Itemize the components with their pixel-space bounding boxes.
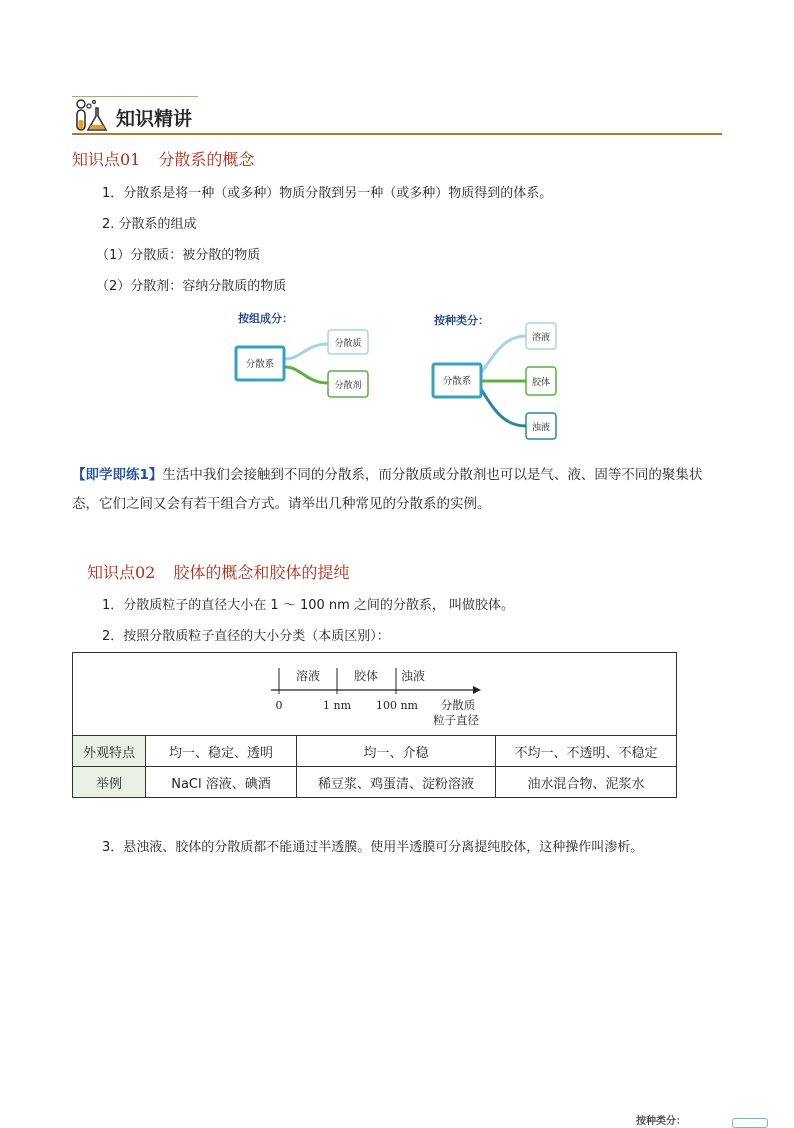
row-header-examples: 举例 [73,767,146,798]
kp2-paragraph-1: 1．分散质粒子的直径大小在 1 ～ 100 nm 之间的分散系， 叫做胶体。 [102,598,515,613]
practice-question [72,461,724,519]
kp2-number: 知识点02 [87,563,156,582]
row-header-appearance: 外观特点 [73,736,146,767]
dispersion-node-label: 分散系 [245,359,275,370]
scale-colloid: 胶体 [353,669,379,683]
suspension-node-label: 浊液 [531,423,551,433]
section-header [72,96,722,136]
footer-fragment: 按种类分： [636,1116,686,1127]
section-title: 知识精讲 [116,108,193,130]
dispersion-type-node-label: 分散系 [442,376,472,387]
table-cell: 稀豆浆、鸡蛋清、淀粉溶液 [297,767,496,798]
kp1-paragraph-2: 2. 分散系的组成 [102,217,197,232]
axis-label-line2: 粒子直径 [433,713,479,727]
table-cell: 油水混合物、泥浆水 [496,767,677,798]
kp2-heading [87,560,349,583]
tick-1nm: 1 nm [322,699,352,712]
composition-diagram [226,305,376,405]
table-cell: NaCl 溶液、碘酒 [146,767,297,798]
particle-size-scale [73,654,673,734]
kp2-title: 胶体的概念和胶体的提纯 [173,563,350,582]
scale-solution: 溶液 [295,669,321,683]
branch-line-suspension [481,389,526,426]
scale-row [73,653,677,736]
table-cell: 不均一、不透明、不稳定 [496,736,677,767]
table-cell: 均一、稳定、透明 [146,736,297,767]
solute-node-label: 分散质 [334,339,362,349]
branch-line-solute [285,344,328,359]
type-diagram [424,305,564,445]
branch-line-solvent [285,367,328,383]
kp1-paragraph-4: （2）分散剂：容纳分散质的物质 [96,279,287,294]
classification-table [72,652,677,798]
footer-node-fragment [732,1118,768,1128]
header-rule [72,133,722,135]
tick-100nm: 100 nm [375,699,419,712]
header-top-line [72,96,198,97]
practice-tag: 【即学即练1】 [72,467,163,483]
scale-suspension: 浊液 [400,669,426,683]
scale-cell [73,653,677,736]
kp2-paragraph-2: 2．按照分散质粒子直径的大小分类（本质区别）： [102,629,390,644]
practice-text: 生活中我们会接触到不同的分散系，而分散质或分散剂也可以是气、液、固等不同的聚集状态，它们之间又会有若干组合方式。请举出几种常见的分散系的实例。 [72,467,703,512]
branch-line-solution [481,336,526,373]
kp1-number: 知识点01 [72,150,141,169]
solvent-node-label: 分散剂 [334,381,362,391]
composition-label: 按组成分： [238,312,293,325]
table-cell: 均一、介稳 [297,736,496,767]
table-row [73,767,677,798]
kp1-title: 分散系的概念 [158,150,255,169]
lab-flask-icon [72,98,112,134]
axis-label-line1: 分散质 [440,698,476,712]
kp1-paragraph-1: 1．分散系是将一种（或多种）物质分散到另一种（或多种）物质得到的体系。 [102,186,553,201]
colloid-node-label: 胶体 [531,378,551,388]
tick-0: 0 [275,699,283,712]
kp1-heading [72,147,254,170]
kp2-paragraph-3: 3．悬浊液、胶体的分散质都不能通过半透膜。使用半透膜可分离提纯胶体，这种操作叫渗析。 [102,840,644,855]
solution-node-label: 溶液 [531,333,551,343]
table-row [73,736,677,767]
kp1-paragraph-3: （1）分散质：被分散的物质 [96,248,261,263]
type-label: 按种类分： [434,314,489,327]
